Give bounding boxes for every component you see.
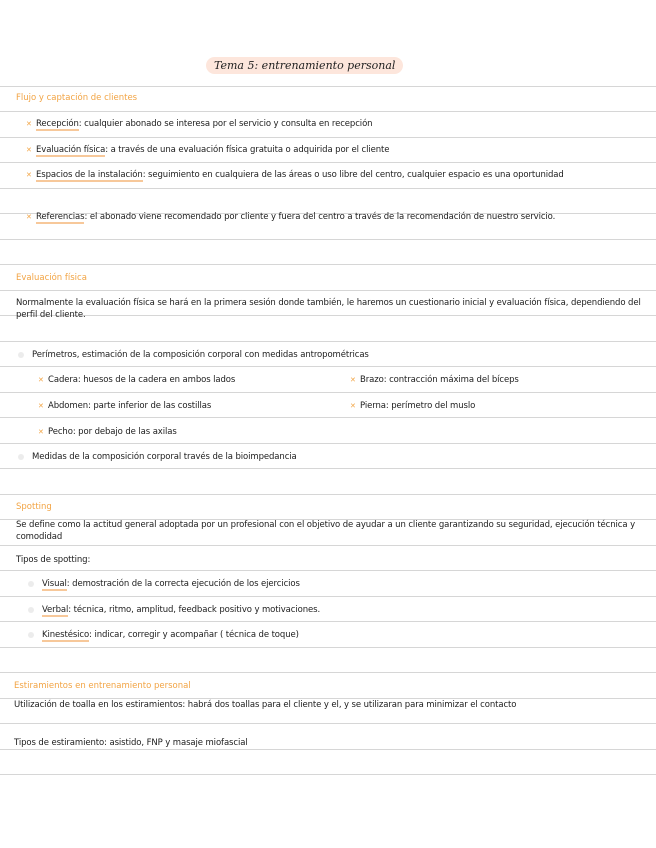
measure-item — [38, 426, 177, 438]
item-text: Medidas de la composición corporal través de la bioimpedancia — [32, 452, 297, 462]
cross-bullet-icon: ✕ — [26, 213, 32, 221]
item-text: Perímetros, estimación de la composición corporal con medidas antropométricas — [32, 350, 369, 360]
cross-bullet-icon: ✕ — [38, 428, 44, 436]
term-kinestesico: Kinestésico — [42, 630, 90, 640]
list-item — [28, 629, 299, 641]
list-item-perimetros — [18, 349, 369, 361]
spotting-tipos: Tipos de spotting: — [16, 555, 91, 565]
circle-bullet-icon — [28, 632, 34, 638]
estiramientos-toalla: Utilización de toalla en los estiramientos: habrá dos toallas para el cliente y el, y se utilizaran para minimizar el contacto — [14, 700, 517, 710]
list-item — [26, 118, 372, 130]
item-text: : cualquier abonado se interesa por el servicio y consulta en recepción — [78, 119, 373, 129]
term-visual: Visual — [42, 579, 67, 589]
list-item — [26, 144, 389, 156]
measure-text: Abdomen: parte inferior de las costillas — [48, 401, 212, 411]
measure-item — [38, 400, 211, 412]
measure-text: Pierna: perímetro del muslo — [360, 401, 476, 411]
section-heading-spotting: Spotting — [16, 502, 52, 512]
circle-bullet-icon — [28, 581, 34, 587]
term-espacios: Espacios de la instalación — [36, 170, 143, 180]
cross-bullet-icon: ✕ — [38, 376, 44, 384]
section-heading-estiramientos: Estiramientos en entrenamiento personal — [14, 681, 191, 691]
item-text: : seguimiento en cualquiera de las áreas o uso libre del centro, cualquier espacio es una oportunidad — [142, 170, 564, 180]
list-item — [28, 578, 300, 590]
circle-bullet-icon — [28, 607, 34, 613]
cross-bullet-icon: ✕ — [26, 146, 32, 154]
item-text: : a través de una evaluación física gratuita o adquirida por el cliente — [105, 145, 390, 155]
spotting-intro: Se define como la actitud general adoptada por un profesional con el objetivo de ayudar a un cliente garantizando su seguridad, ejecución técnica y comodidad — [16, 520, 636, 542]
estiramientos-tipos: Tipos de estiramiento: asistido, FNP y masaje miofascial — [14, 738, 248, 748]
circle-bullet-icon — [18, 352, 24, 358]
measure-item — [350, 374, 519, 386]
list-item — [28, 604, 320, 616]
list-item — [26, 211, 626, 223]
measure-item — [350, 400, 475, 412]
item-text: : el abonado viene recomendado por cliente y fuera del centro a través de la recomendación de nuestro servicio. — [84, 212, 556, 222]
cross-bullet-icon: ✕ — [350, 402, 356, 410]
term-referencias: Referencias — [36, 212, 85, 222]
item-text: : técnica, ritmo, amplitud, feedback positivo y motivaciones. — [68, 605, 321, 615]
measure-item — [38, 374, 235, 386]
cross-bullet-icon: ✕ — [26, 120, 32, 128]
circle-bullet-icon — [18, 454, 24, 460]
measure-text: Pecho: por debajo de las axilas — [48, 427, 177, 437]
list-item-bioimpedancia — [18, 451, 297, 463]
cross-bullet-icon: ✕ — [350, 376, 356, 384]
page-title: Tema 5: entrenamiento personal — [206, 57, 403, 74]
cross-bullet-icon: ✕ — [38, 402, 44, 410]
section-heading-evaluacion: Evaluación física — [16, 273, 87, 283]
measure-text: Cadera: huesos de la cadera en ambos lados — [48, 375, 236, 385]
list-item — [26, 169, 626, 181]
item-text: : demostración de la correcta ejecución de los ejercicios — [66, 579, 300, 589]
section-heading-flujo: Flujo y captación de clientes — [16, 93, 138, 103]
term-evaluacion: Evaluación física — [36, 145, 106, 155]
cross-bullet-icon: ✕ — [26, 171, 32, 179]
measure-text: Brazo: contracción máxima del bíceps — [360, 375, 519, 385]
term-verbal: Verbal — [42, 605, 69, 615]
term-recepcion: Recepción — [36, 119, 79, 129]
evaluacion-intro: Normalmente la evaluación física se hará en la primera sesión donde también, le haremos un cuestionario inicial y evaluación física, dependiendo del perfil del cliente. — [16, 298, 641, 320]
item-text: : indicar, corregir y acompañar ( técnica de toque) — [89, 630, 299, 640]
